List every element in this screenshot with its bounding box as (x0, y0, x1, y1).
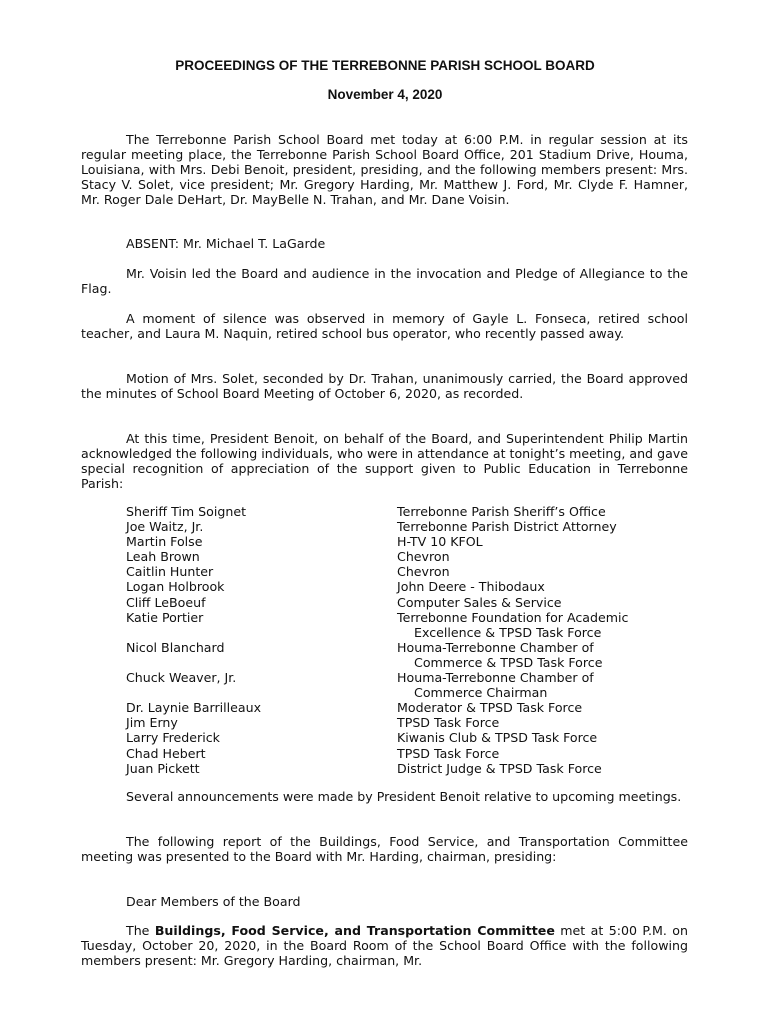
recognition-org: Kiwanis Club & TPSD Task Force (397, 730, 598, 746)
recognition-name: Dr. Laynie Barrilleaux (126, 700, 262, 716)
recognition-org: Chevron (397, 549, 450, 565)
recognition-org: John Deere - Thibodaux (397, 579, 545, 595)
recognition-row (126, 610, 686, 640)
recognition-row (126, 715, 686, 730)
recognition-row (126, 700, 686, 715)
recognition-row (126, 761, 686, 776)
recognition-name: Chad Hebert (126, 745, 206, 761)
recognition-row (126, 519, 686, 534)
recognition-row (126, 730, 686, 745)
recognition-org: Computer Sales & Service (397, 594, 562, 610)
recognition-org: District Judge & TPSD Task Force (397, 760, 602, 776)
recognition-name: Leah Brown (126, 549, 200, 565)
recognition-name: Caitlin Hunter (126, 564, 214, 580)
recognition-org: Terrebonne Foundation for Academic Excellence & TPSD Task Force (397, 609, 629, 640)
recognition-name: Juan Pickett (126, 760, 200, 776)
recognition-org: Terrebonne Parish District Attorney (397, 519, 617, 535)
recognition-org: Houma-Terrebonne Chamber of Commerce Chairman (397, 670, 594, 701)
recognition-org: TPSD Task Force (397, 745, 500, 761)
recognition-row (126, 504, 686, 519)
recognition-row (126, 595, 686, 610)
recognition-row (126, 640, 686, 670)
paragraph-committee-report: The following report of the Buildings, Food Service, and Transportation Committee meeting was presented to the Board with Mr. Harding, chairman, presiding: (81, 834, 688, 865)
recognition-name: Nicol Blanchard (126, 639, 225, 655)
recognition-row (126, 670, 686, 700)
meeting-date: November 4, 2020 (327, 87, 443, 102)
recognition-name: Martin Folse (126, 534, 203, 550)
recognition-org: TPSD Task Force (397, 715, 500, 731)
recognition-row (126, 549, 686, 564)
recognition-org: Houma-Terrebonne Chamber of Commerce & TPSD Task Force (397, 639, 603, 670)
document-title: PROCEEDINGS OF THE TERREBONNE PARISH SCHOOL BOARD (175, 58, 595, 73)
recognition-org: Chevron (397, 564, 450, 580)
recognition-org: Terrebonne Parish Sheriff’s Office (397, 504, 606, 519)
paragraph-committee-meeting: The Buildings, Food Service, and Transportation Committee met at 5:00 P.M. on Tuesday, October 20, 2020, in the Board Room of the School Board Office with the following members present: Mr. Gregory Harding, chairman, Mr. (81, 923, 688, 969)
recognition-name: Larry Frederick (126, 730, 220, 746)
paragraph-recognition: At this time, President Benoit, on behalf of the Board, and Superintendent Philip Martin acknowledged the following individuals, who were in attendance at tonight’s meeting, and gave special recognition of appreciation of the support given to Public Education in Terrebonne Parish: (81, 431, 688, 492)
recognition-org: Moderator & TPSD Task Force (397, 700, 583, 716)
paragraph-session: The Terrebonne Parish School Board met today at 6:00 P.M. in regular session at its regular meeting place, the Terrebonne Parish School Board Office, 201 Stadium Drive, Houma, Louisiana, with Mrs. Debi Benoit, president, presiding, and the following members present: Mrs. Stacy V. Solet, vice president; Mr. Gregory Harding, Mr. Matthew J. Ford, Mr. Clyde F. Hamner, Mr. Roger Dale DeHart, Dr. MayBelle N. Trahan, and Mr. Dane Voisin. (81, 132, 688, 208)
recognition-name: Chuck Weaver, Jr. (126, 670, 237, 686)
recognition-name: Cliff LeBoeuf (126, 594, 206, 610)
committee-name: Buildings, Food Service, and Transportation Committee (154, 923, 555, 938)
paragraph-invocation: Mr. Voisin led the Board and audience in the invocation and Pledge of Allegiance to the Flag. (81, 266, 688, 297)
recognition-row (126, 746, 686, 761)
recognition-row (126, 534, 686, 549)
recognition-name: Logan Holbrook (126, 579, 225, 595)
recognition-row (126, 579, 686, 594)
recognition-name: Jim Erny (126, 715, 178, 731)
recognition-row (126, 564, 686, 579)
paragraph-absent: ABSENT: Mr. Michael T. LaGarde (126, 236, 326, 251)
paragraph-announcements: Several announcements were made by President Benoit relative to upcoming meetings. (126, 789, 682, 804)
recognition-name: Sheriff Tim Soignet (126, 504, 247, 519)
paragraph-minutes: Motion of Mrs. Solet, seconded by Dr. Trahan, unanimously carried, the Board approved the minutes of School Board Meeting of October 6, 2020, as recorded. (81, 371, 688, 402)
paragraph-silence: A moment of silence was observed in memory of Gayle L. Fonseca, retired school teacher, and Laura M. Naquin, retired school bus operator, who recently passed away. (81, 311, 688, 342)
recognition-name: Joe Waitz, Jr. (126, 519, 204, 535)
recognition-name: Katie Portier (126, 609, 204, 625)
recognition-list (126, 504, 686, 776)
recognition-org: H-TV 10 KFOL (397, 534, 483, 550)
paragraph-salutation: Dear Members of the Board (126, 894, 301, 909)
